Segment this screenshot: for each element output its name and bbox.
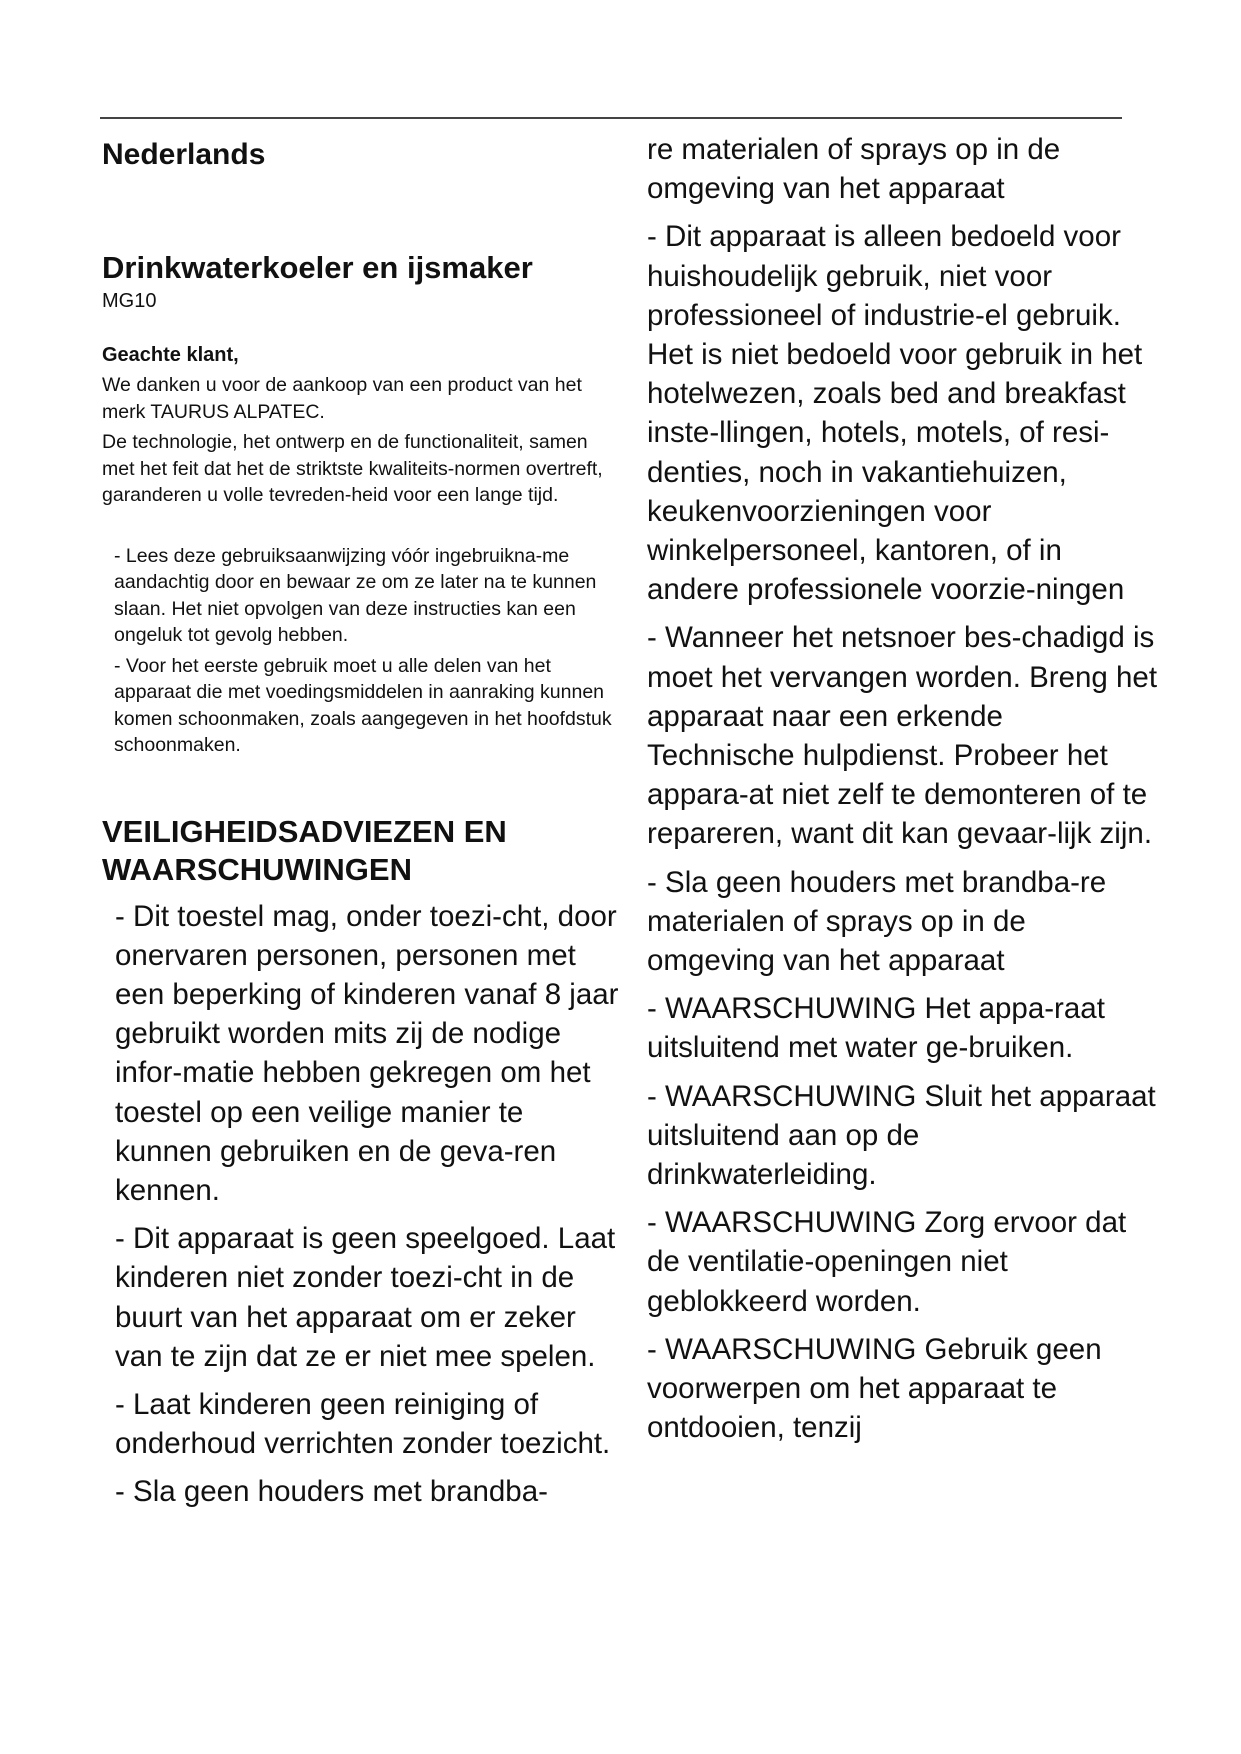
notes-list [114, 543, 622, 759]
safety-item: - Sla geen houders met brandba-re materialen of sprays op in de omgeving van het apparaat [647, 865, 1107, 978]
product-title: Drinkwaterkoeler en ijsmaker [102, 250, 533, 285]
safety-list-right [647, 130, 1157, 1448]
safety-list-left [115, 897, 622, 1512]
safety-item: - WAARSCHUWING Gebruik geen voorwerpen om het apparaat te ontdooien, tenzij [647, 1332, 1102, 1445]
intro-paragraph: We danken u voor de aankoop van een product van het merk TAURUS ALPATEC. [102, 374, 582, 423]
safety-item: - Dit toestel mag, onder toezi-cht, door onervaren personen, personen met een beperking of kinderen vanaf 8 jaar gebruikt worden mits zij de nodige infor-matie hebben gekregen om het toestel op een veilige manier te kunnen gebruiken en de geva-ren kennen. [115, 899, 619, 1207]
note-item: - Lees deze gebruiksaanwijzing vóór ingebruikna-me aandachtig door en bewaar ze om ze later na te kunnen slaan. Het niet opvolgen van deze instructies kan een ongeluk tot gevolg hebben. [114, 544, 597, 646]
left-column [102, 132, 622, 1521]
safety-item: - Dit apparaat is geen speelgoed. Laat kinderen niet zonder toezi-cht in de buurt van het apparaat om er zeker van te zijn dat ze er niet mee spelen. [115, 1222, 616, 1373]
right-column [647, 130, 1157, 1457]
safety-item: - WAARSCHUWING Het appa-raat uitsluitend met water ge-bruiken. [647, 992, 1105, 1065]
greeting: Geachte klant, [102, 344, 239, 366]
safety-item: - WAARSCHUWING Sluit het apparaat uitsluitend aan op de drinkwaterleiding. [647, 1079, 1156, 1192]
language-heading: Nederlands [102, 138, 266, 171]
safety-item: - Dit apparaat is alleen bedoeld voor huishoudelijk gebruik, niet voor professioneel of industrie-el gebruik. Het is niet bedoeld voor gebruik in het hotelwezen, zoals bed and breakfast inste-llingen, hotels, motels, of resi-denties, noch in vakantiehuizen, keukenvoorzieningen voor winkelpersoneel, kantoren, of in andere professionele voorzie-ningen [647, 220, 1143, 607]
safety-item: - Sla geen houders met brandba- [115, 1475, 548, 1509]
model-number: MG10 [102, 290, 157, 312]
safety-section-title: VEILIGHEIDSADVIEZEN EN WAARSCHUWINGEN [102, 813, 507, 887]
header-rule [100, 117, 1122, 119]
safety-item: - WAARSCHUWING Zorg ervoor dat de ventilatie-openingen niet geblokkeerd worden. [647, 1206, 1127, 1318]
safety-item: - Laat kinderen geen reiniging of onderhoud verrichten zonder toezicht. [115, 1387, 611, 1461]
intro-paragraph: De technologie, het ontwerp en de functionaliteit, samen met het feit dat het de striktste kwaliteits-normen overtreft, garanderen u volle tevreden-heid voor een lange tijd. [102, 431, 603, 506]
note-item: - Voor het eerste gebruik moet u alle delen van het apparaat die met voedingsmiddelen in aanraking kunnen komen schoonmaken, zoals aangegeven in het hoofdstuk schoonmaken. [114, 654, 612, 756]
safety-item: - Wanneer het netsnoer bes-chadigd is moet het vervangen worden. Breng het apparaat naar een erkende Technische hulpdienst. Probeer het appara-at niet zelf te demonteren of te repareren, want dit kan gevaar-lijk zijn. [647, 621, 1158, 851]
safety-item: re materialen of sprays op in de omgeving van het apparaat [647, 133, 1061, 206]
